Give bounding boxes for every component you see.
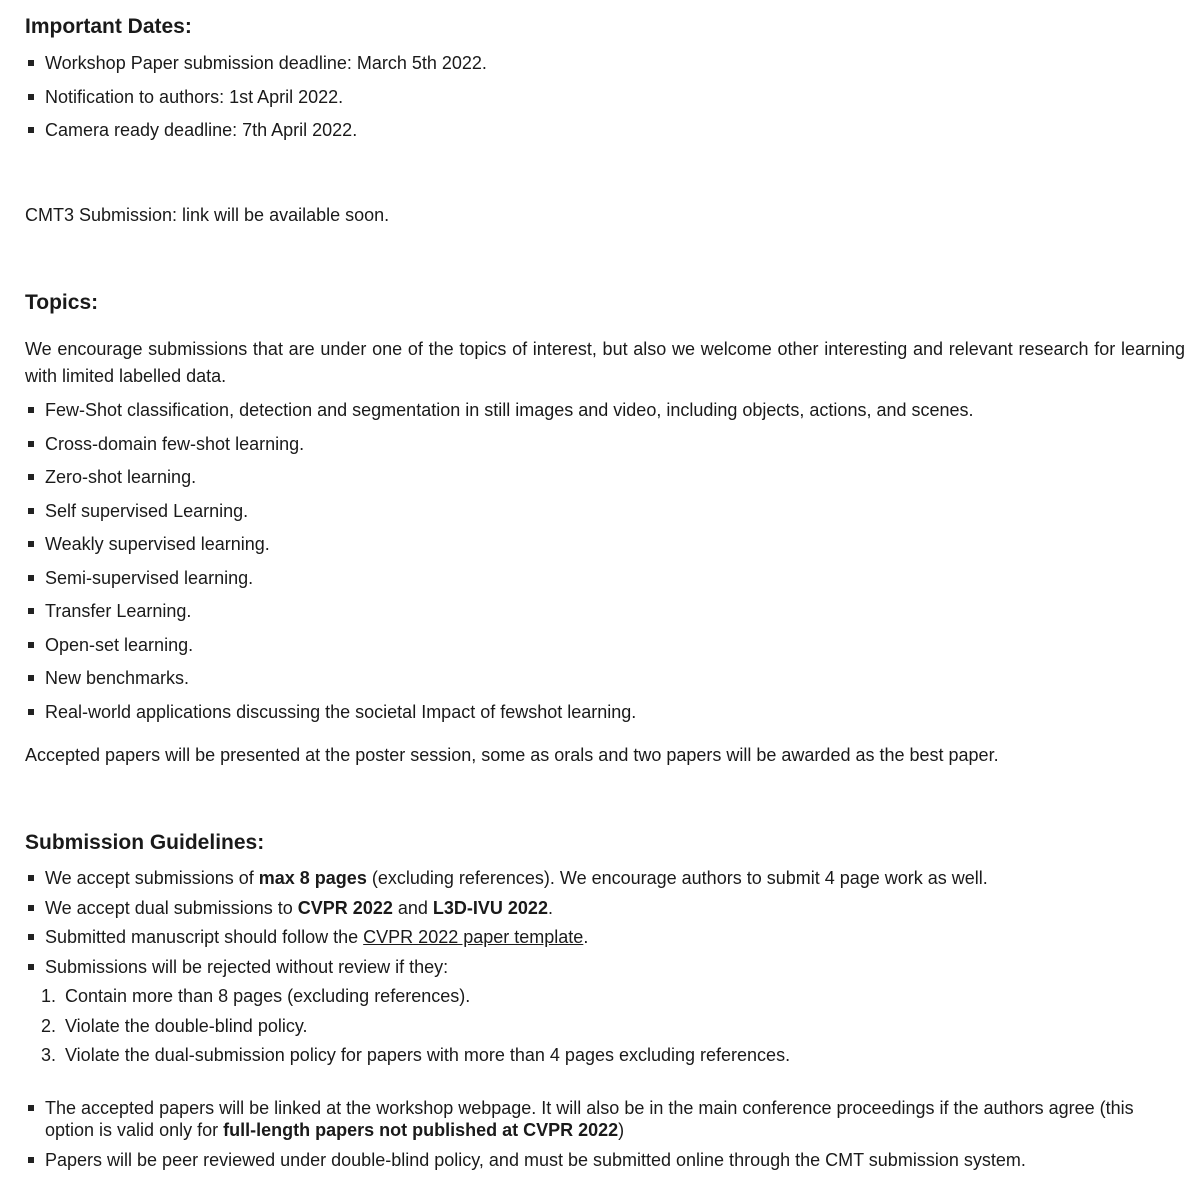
important-dates-list [25,52,1185,141]
list-item: Open-set learning. [25,634,1185,656]
topics-intro: We encourage submissions that are under one of the topics of interest, but also we welcome other interesting and relevant research for learning with limited labelled data. [25,339,1185,386]
list-item: Self supervised Learning. [25,500,1185,522]
guidelines-list-2 [25,1097,1185,1171]
submission-guidelines-section [25,831,1185,855]
list-item: New benchmarks. [25,667,1185,689]
guideline-proceedings: The accepted papers will be linked at the workshop webpage. It will also be in the main conference proceedings if the authors agree (this option is valid only for full-length papers not published at CVPR 2022) [25,1097,1185,1141]
guideline-rejection: Submissions will be rejected without review if they: [25,956,1185,978]
list-item: Weakly supervised learning. [25,533,1185,555]
guideline-dual-submissions: We accept dual submissions to CVPR 2022 and L3D-IVU 2022. [25,897,1185,919]
submission-guidelines-heading: Submission Guidelines: [25,831,265,854]
topics-list [25,399,1185,723]
important-dates-section [25,15,1185,39]
list-item: Few-Shot classification, detection and segmentation in still images and video, including objects, actions, and scenes. [25,399,1185,421]
cmt-submission-text: CMT3 Submission: link will be available soon. [25,205,390,225]
topics-section [25,291,1185,315]
list-item: 2. Violate the double-blind policy. [41,1015,308,1036]
list-item: Transfer Learning. [25,600,1185,622]
guidelines-list [25,867,1185,978]
list-item: Real-world applications discussing the societal Impact of fewshot learning. [25,701,1185,723]
guideline-max-pages: We accept submissions of max 8 pages (excluding references). We encourage authors to submit 4 page work as well. [25,867,1185,889]
list-item: Notification to authors: 1st April 2022. [25,86,1185,108]
list-item: 1. Contain more than 8 pages (excluding references). [41,986,471,1006]
topics-heading: Topics: [25,291,99,314]
list-item: Semi-supervised learning. [25,567,1185,589]
guideline-template: Submitted manuscript should follow the CVPR 2022 paper template. [25,926,1185,948]
list-item: Cross-domain few-shot learning. [25,433,1185,455]
list-item: Camera ready deadline: 7th April 2022. [25,119,1185,141]
list-item: Zero-shot learning. [25,466,1185,488]
list-item: Workshop Paper submission deadline: March 5th 2022. [25,52,1185,74]
list-item: 3. Violate the dual-submission policy for papers with more than 4 pages excluding references. [41,1045,791,1065]
topics-outro: Accepted papers will be presented at the poster session, some as orals and two papers will be awarded as the best paper. [25,745,999,765]
rejection-reasons-list [25,985,1185,1066]
important-dates-heading: Important Dates: [25,15,192,38]
guideline-peer-review: Papers will be peer reviewed under double-blind policy, and must be submitted online through the CMT submission system. [25,1149,1185,1171]
paper-template-link[interactable]: CVPR 2022 paper template [363,927,584,947]
